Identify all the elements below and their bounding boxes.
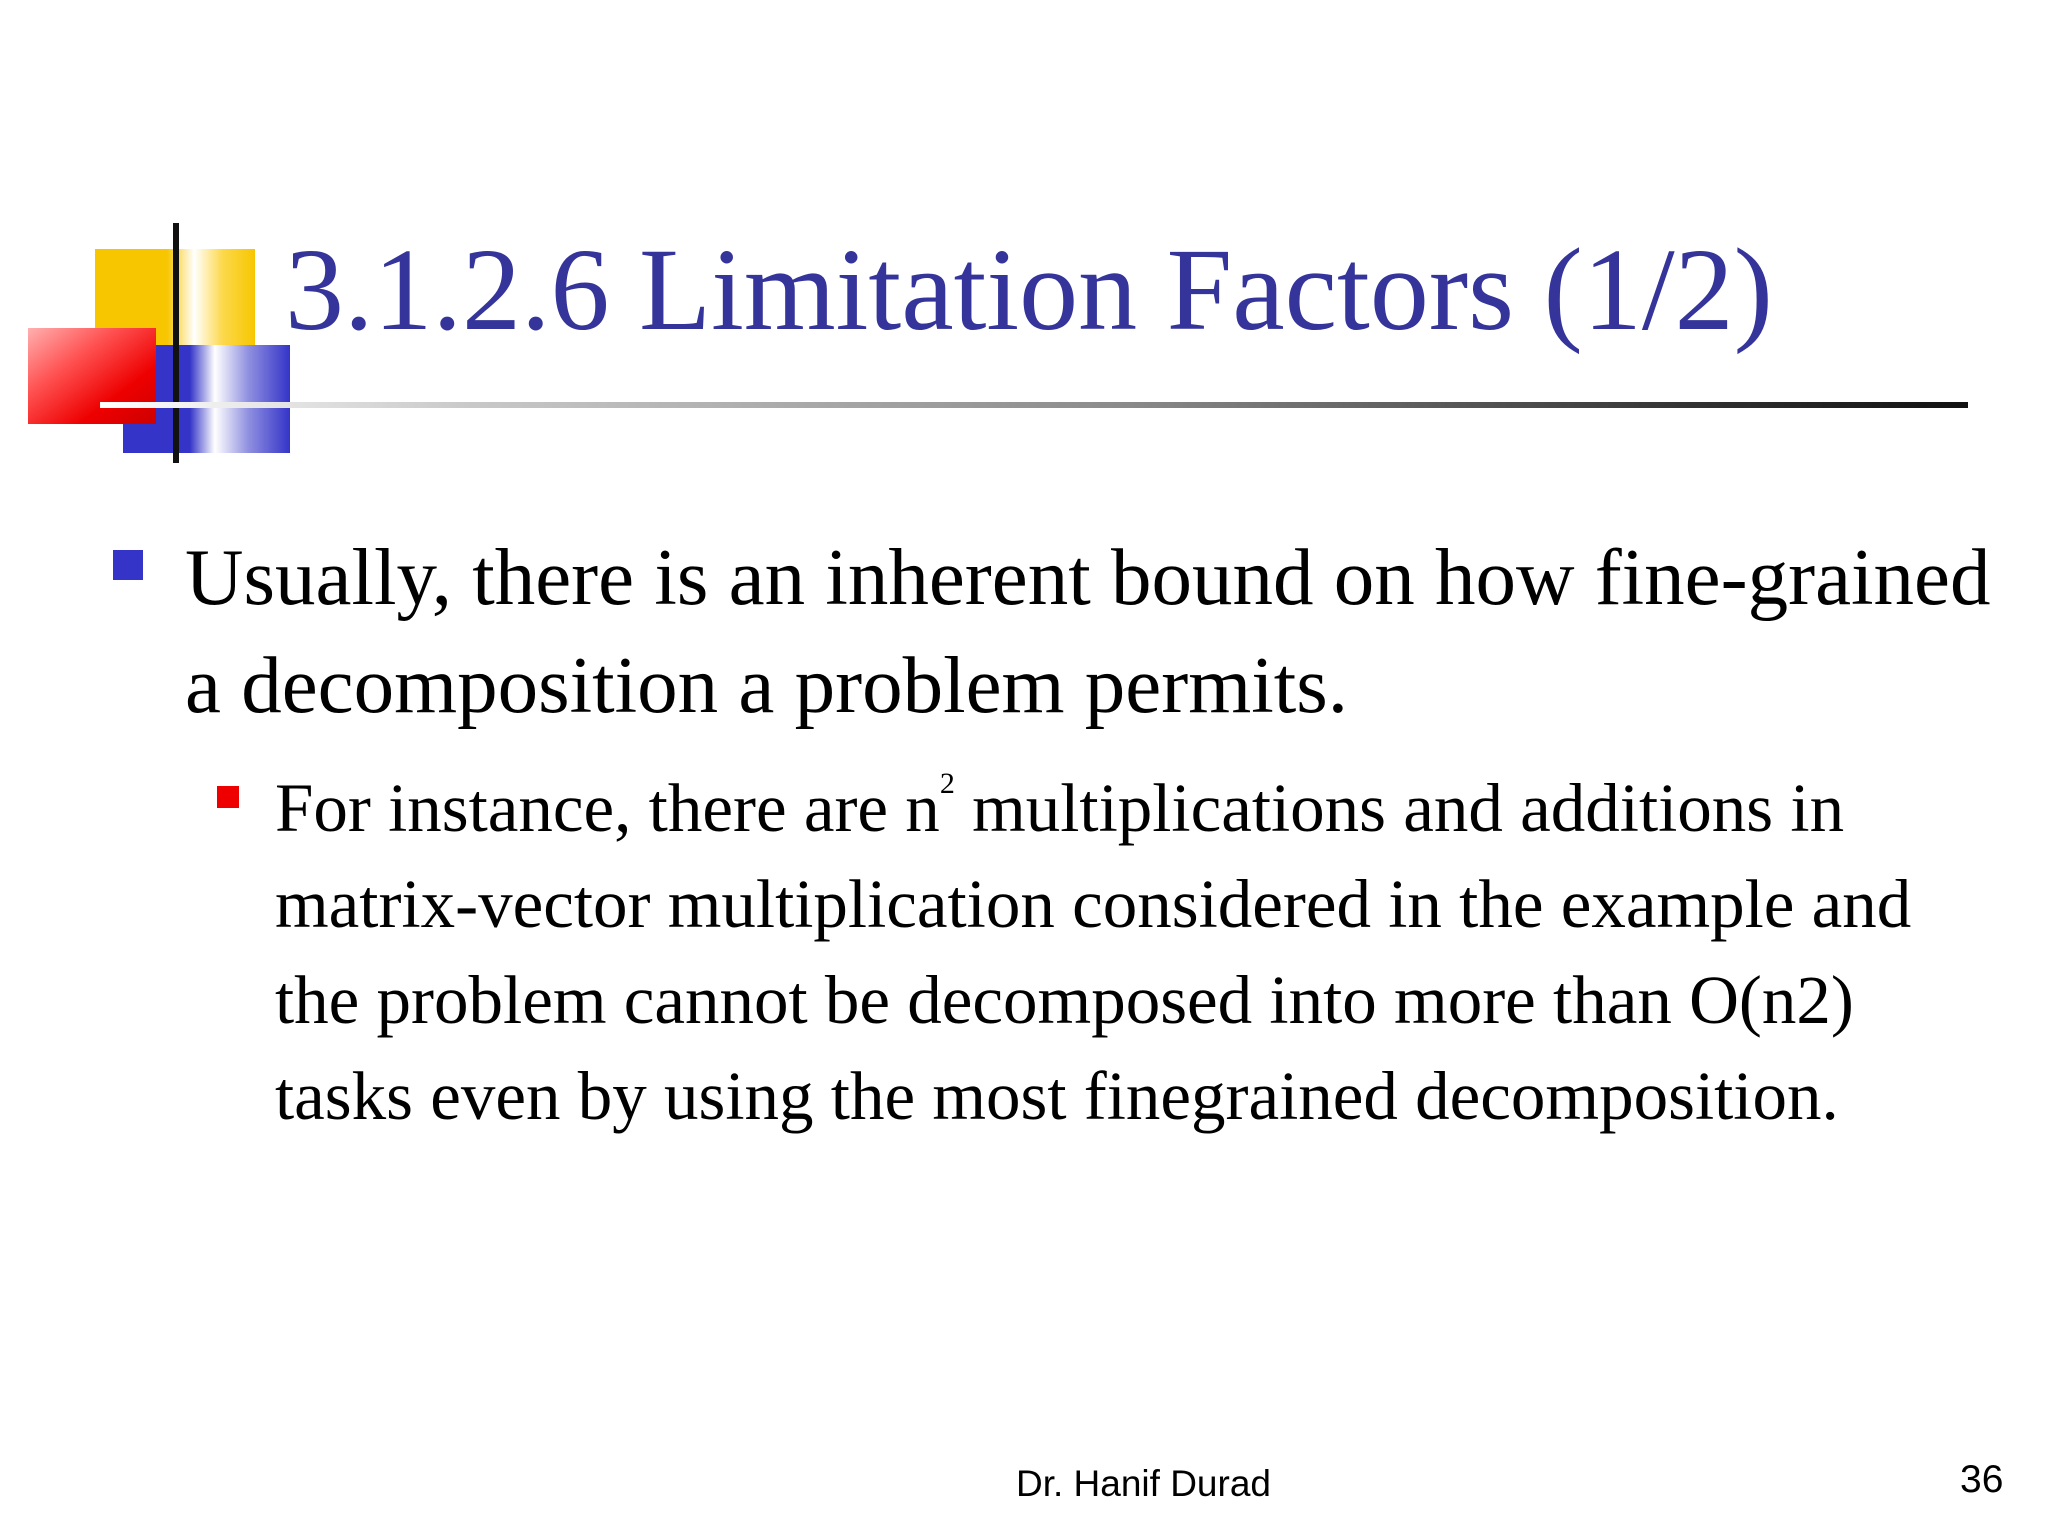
vertical-line-decoration (173, 223, 179, 463)
sub-bullet-text-start: For instance, there are n (275, 770, 940, 846)
footer-author: Dr. Hanif Durad (1016, 1463, 1271, 1504)
blue-square-bullet-icon (113, 550, 143, 580)
title-underline-rule (100, 402, 1968, 408)
sub-bullet-text-end: multiplications and additions in matrix-vector multiplication considered in the example and the problem cannot be decomposed into more than O(n2) tasks even by using the most finegrained decomposition. (275, 770, 1912, 1134)
red-square-decoration (28, 328, 156, 424)
page-number: 36 (1960, 1458, 2004, 1501)
bullet-text-level-2 (275, 760, 1975, 1144)
superscript-exponent: 2 (939, 767, 955, 800)
bullet-text-level-1: Usually, there is an inherent bound on how fine-grained a decomposition a problem permits. (185, 532, 1991, 730)
slide-title: 3.1.2.6 Limitation Factors (1/2) (285, 224, 1773, 355)
red-square-bullet-icon (217, 786, 239, 808)
